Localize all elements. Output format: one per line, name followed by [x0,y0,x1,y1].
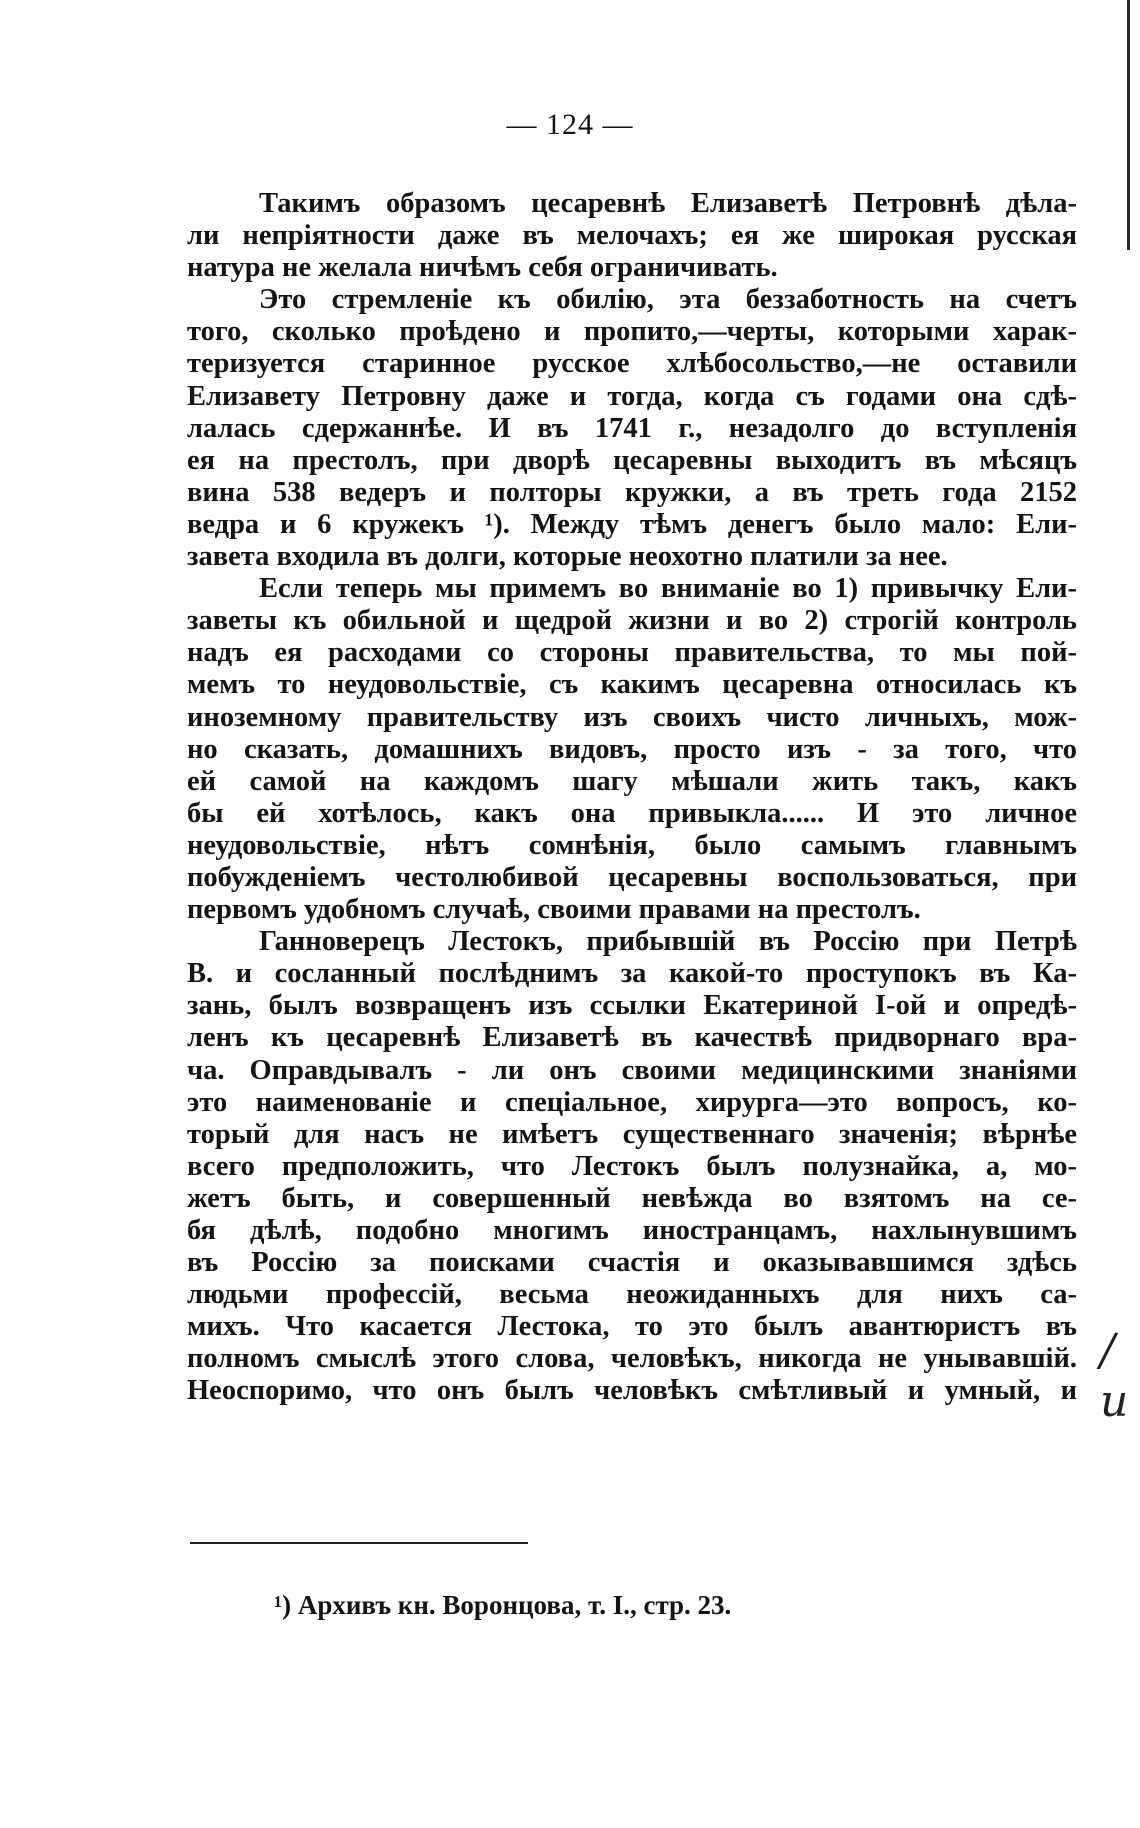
text-line: первомъ удобномъ случаѣ, своими правами на престолъ. [187,894,921,926]
footnote-divider [190,1542,528,1544]
text-line: неудовольствіе, нѣтъ сомнѣнія, было самымъ главнымъ [187,829,1077,861]
text-line: зань, былъ возвращенъ изъ ссылки Екатериной I-ой и опредѣ- [187,990,1077,1022]
text-line: того, сколько проѣдено и пропито,—черты, которыми харак- [187,316,1077,348]
text-line: это наименованіе и спеціальное, хирурга—это вопросъ, ко- [187,1086,1077,1118]
text-line: ча. Оправдывалъ - ли онъ своими медицинскими знаніями [187,1054,1077,1086]
text-line: побужденіемъ честолюбивой цесаревны воспользоваться, при [187,861,1077,893]
text-line: бя дѣлѣ, подобно многимъ иностранцамъ, нахлынувшимъ [187,1215,1077,1246]
page-number: — 124 — [506,108,634,141]
footnote: ¹) Архивъ кн. Воронцова, т. I., стр. 23. [274,1590,732,1620]
text-line: иноземному правительству изъ своихъ чисто личныхъ, мож- [187,701,1077,733]
text-line: бы ей хотѣлось, какъ она привыкла...... И это личное [187,797,1077,829]
text-line: Неоспоримо, что онъ былъ человѣкъ смѣтливый и умный, и [187,1375,1077,1407]
text-line: Если теперь мы примемъ во вниманіе во 1) привычку Ели- [259,573,1077,605]
text-line: Елизавету Петровну даже и тогда, когда съ годами она сдѣ- [187,380,1077,412]
text-line: ея на престолъ, при дворѣ цесаревны выходитъ въ мѣсяцъ [187,444,1077,476]
text-line: завета входила въ долги, которые неохотно платили за нее. [187,541,948,573]
text-line: но сказать, домашнихъ видовъ, просто изъ - за того, что [187,733,1077,765]
text-line: мемъ то неудовольствіе, съ какимъ цесаревна относилась къ [187,669,1077,701]
text-line: всего предположить, что Лестокъ былъ полузнайка, а, мо- [187,1150,1077,1182]
text-line: людьми профессій, весьма неожиданныхъ для нихъ са- [187,1279,1077,1311]
text-line: вина 538 ведеръ и полторы кружки, а въ треть года 2152 [187,476,1077,508]
text-line: надъ ея расходами со стороны правительства, то мы пой- [187,637,1077,669]
text-line: В. и сосланный послѣднимъ за какой-то проступокъ въ Ка- [187,958,1077,990]
text-line: ей самой на каждомъ шагу мѣшали жить такъ, какъ [187,765,1077,797]
text-line: жетъ быть, и совершенный невѣжда во взятомъ на се- [187,1182,1077,1214]
text-line: ведра и 6 кружекъ ¹). Между тѣмъ денегъ было мало: Ели- [187,508,1077,540]
text-line: ленъ къ цесаревнѣ Елизаветѣ въ качествѣ придворнаго вра- [187,1022,1077,1054]
text-line: михъ. Что касается Лестока, то это былъ авантюристъ въ [187,1311,1077,1343]
margin-handwritten-mark: /и [1100,1325,1129,1427]
text-line: Ганноверецъ Лестокъ, прибывшій въ Россію при Петрѣ [259,926,1077,958]
text-line: полномъ смыслѣ этого слова, человѣкъ, никогда не унывавшій. [187,1343,1077,1375]
text-line: ли непріятности даже въ мелочахъ; ея же широкая русская [187,220,1077,252]
text-line: Это стремленіе къ обилію, эта беззаботность на счетъ [259,284,1077,316]
text-line: теризуется старинное русское хлѣбосольство,—не оставили [187,348,1077,380]
text-line: натура не желала ничѣмъ себя ограничивать. [187,252,778,284]
text-line: заветы къ обильной и щедрой жизни и во 2) строгій контроль [187,605,1077,637]
text-line: въ Россію за поисками счастія и оказывавшимся здѣсь [187,1247,1077,1279]
text-line: Такимъ образомъ цесаревнѣ Елизаветѣ Петровнѣ дѣла- [259,188,1077,219]
text-line: лалась сдержаннѣе. И въ 1741 г., незадолго до вступленія [187,412,1077,444]
text-line: торый для насъ не имѣетъ существеннаго значенія; вѣрнѣе [187,1118,1077,1150]
body-text [187,188,1077,1408]
